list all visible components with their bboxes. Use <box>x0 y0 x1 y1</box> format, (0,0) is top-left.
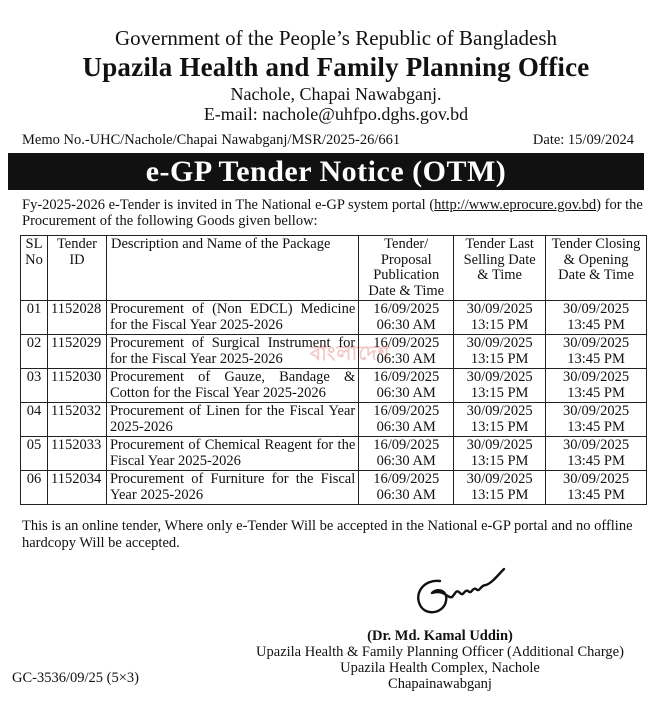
row-closing <box>546 437 647 471</box>
publication-date: 16/09/2025 <box>373 301 440 317</box>
closing-time: 13:45 PM <box>567 350 625 367</box>
col-header-description: Description and Name of the Package <box>106 236 358 301</box>
closing-date: 30/09/2025 <box>563 403 630 419</box>
office-email: E-mail: nachole@uhfpo.dghs.gov.bd <box>203 104 469 124</box>
row-description: Procurement of Linen for the Fiscal Year 2025-2026 <box>106 403 358 437</box>
row-publication <box>359 403 454 437</box>
row-sl: 02 <box>21 335 48 369</box>
selling-date: 30/09/2025 <box>466 335 533 351</box>
selling-date: 30/09/2025 <box>466 437 533 453</box>
col-header-publication: Tender/ Proposal Publication Date & Time <box>359 236 454 301</box>
eprocure-link[interactable]: http://www.eprocure.gov.bd <box>434 197 597 213</box>
memo-number: Memo No.-UHC/Nachole/Chapai Nawabganj/MSR/2025-26/661 <box>22 132 401 148</box>
row-description: Procurement of (Non EDCL) Medicine for the Fiscal Year 2025-2026 <box>106 301 358 335</box>
table-row <box>21 301 647 335</box>
intro-text-after: ) for the Procurement of the following Goods given bellow: <box>22 197 643 229</box>
closing-date: 30/09/2025 <box>563 301 630 317</box>
publication-time: 06:30 AM <box>376 418 436 435</box>
publication-date: 16/09/2025 <box>373 403 440 419</box>
selling-time: 13:15 PM <box>470 384 529 401</box>
signatory-block <box>240 628 640 692</box>
row-closing <box>546 471 647 505</box>
closing-date: 30/09/2025 <box>563 369 630 385</box>
watermark: বাংলাদেশ <box>310 341 391 365</box>
row-description: Procurement of Gauze, Bandage & Cotton for the Fiscal Year 2025-2026 <box>106 369 358 403</box>
col-header-selling: Tender Last Selling Date & Time <box>454 236 546 301</box>
col-header-tender-id: Tender ID <box>47 236 106 301</box>
signature-image <box>410 563 510 625</box>
closing-time: 13:45 PM <box>567 452 625 469</box>
row-tender-id: 1152034 <box>47 471 106 505</box>
selling-time: 13:15 PM <box>470 486 529 503</box>
row-sl: 06 <box>21 471 48 505</box>
row-sl: 04 <box>21 403 48 437</box>
selling-date: 30/09/2025 <box>466 403 533 419</box>
row-closing <box>546 403 647 437</box>
office-location: Nachole, Chapai Nawabganj. <box>230 84 442 104</box>
row-publication <box>359 301 454 335</box>
notice-date: Date: 15/09/2024 <box>532 132 634 148</box>
row-tender-id: 1152030 <box>47 369 106 403</box>
row-closing <box>546 369 647 403</box>
table-row <box>21 471 647 505</box>
row-description: Procurement of Furniture for the Fiscal Year 2025-2026 <box>106 471 358 505</box>
publication-time: 06:30 AM <box>376 486 436 503</box>
closing-date: 30/09/2025 <box>563 335 630 351</box>
col-header-sl: SL No <box>21 236 48 301</box>
publication-time: 06:30 AM <box>376 316 436 333</box>
selling-time: 13:15 PM <box>470 316 529 333</box>
gc-reference: GC-3536/09/25 (5×3) <box>12 670 139 686</box>
row-selling <box>454 403 546 437</box>
row-selling <box>454 369 546 403</box>
selling-date: 30/09/2025 <box>466 369 533 385</box>
closing-time: 13:45 PM <box>567 486 625 503</box>
publication-date: 16/09/2025 <box>373 437 440 453</box>
intro-text-before: Fy-2025-2026 e-Tender is invited in The National e-GP system portal ( <box>22 197 435 213</box>
row-tender-id: 1152032 <box>47 403 106 437</box>
selling-time: 13:15 PM <box>470 452 529 469</box>
closing-date: 30/09/2025 <box>563 437 630 453</box>
selling-time: 13:15 PM <box>470 350 529 367</box>
closing-time: 13:45 PM <box>567 316 625 333</box>
publication-time: 06:30 AM <box>376 384 436 401</box>
col-header-closing: Tender Closing & Opening Date & Time <box>546 236 647 301</box>
online-tender-note: This is an online tender, Where only e-Tender Will be accepted in the National e-GP portal and no offline hardcopy Will be accepted. <box>22 518 633 551</box>
row-selling <box>454 437 546 471</box>
office-name: Upazila Health and Family Planning Office <box>82 52 590 82</box>
row-tender-id: 1152029 <box>47 335 106 369</box>
closing-date: 30/09/2025 <box>563 471 630 487</box>
table-row <box>21 437 647 471</box>
table-row <box>21 403 647 437</box>
publication-date: 16/09/2025 <box>373 471 440 487</box>
row-description: Procurement of Chemical Reagent for the Fiscal Year 2025-2026 <box>106 437 358 471</box>
govt-line: Government of the People’s Republic of Bangladesh <box>114 26 558 50</box>
signatory-location: Chapainawabganj <box>388 676 492 692</box>
row-publication <box>359 471 454 505</box>
row-publication <box>359 437 454 471</box>
row-tender-id: 1152028 <box>47 301 106 335</box>
table-header-row <box>21 236 647 301</box>
row-tender-id: 1152033 <box>47 437 106 471</box>
closing-time: 13:45 PM <box>567 418 625 435</box>
row-closing <box>546 301 647 335</box>
closing-time: 13:45 PM <box>567 384 625 401</box>
row-description: Procurement of Surgical Instrument for for the Fiscal Year 2025-2026 <box>106 335 358 369</box>
table-row <box>21 369 647 403</box>
row-selling <box>454 301 546 335</box>
notice-title-bar: e-GP Tender Notice (OTM) <box>8 153 644 190</box>
publication-date: 16/09/2025 <box>373 335 440 351</box>
publication-time: 06:30 AM <box>376 350 436 367</box>
row-selling <box>454 471 546 505</box>
row-sl: 05 <box>21 437 48 471</box>
publication-time: 06:30 AM <box>376 452 436 469</box>
row-sl: 03 <box>21 369 48 403</box>
signatory-title: Upazila Health & Family Planning Officer (Additional Charge) <box>256 644 624 660</box>
selling-time: 13:15 PM <box>470 418 529 435</box>
publication-date: 16/09/2025 <box>373 369 440 385</box>
row-selling <box>454 335 546 369</box>
selling-date: 30/09/2025 <box>466 301 533 317</box>
signatory-name: (Dr. Md. Kamal Uddin) <box>367 628 513 644</box>
signatory-office: Upazila Health Complex, Nachole <box>340 660 540 676</box>
selling-date: 30/09/2025 <box>466 471 533 487</box>
row-publication <box>359 369 454 403</box>
row-closing <box>546 335 647 369</box>
intro-paragraph <box>22 197 648 229</box>
row-sl: 01 <box>21 301 48 335</box>
